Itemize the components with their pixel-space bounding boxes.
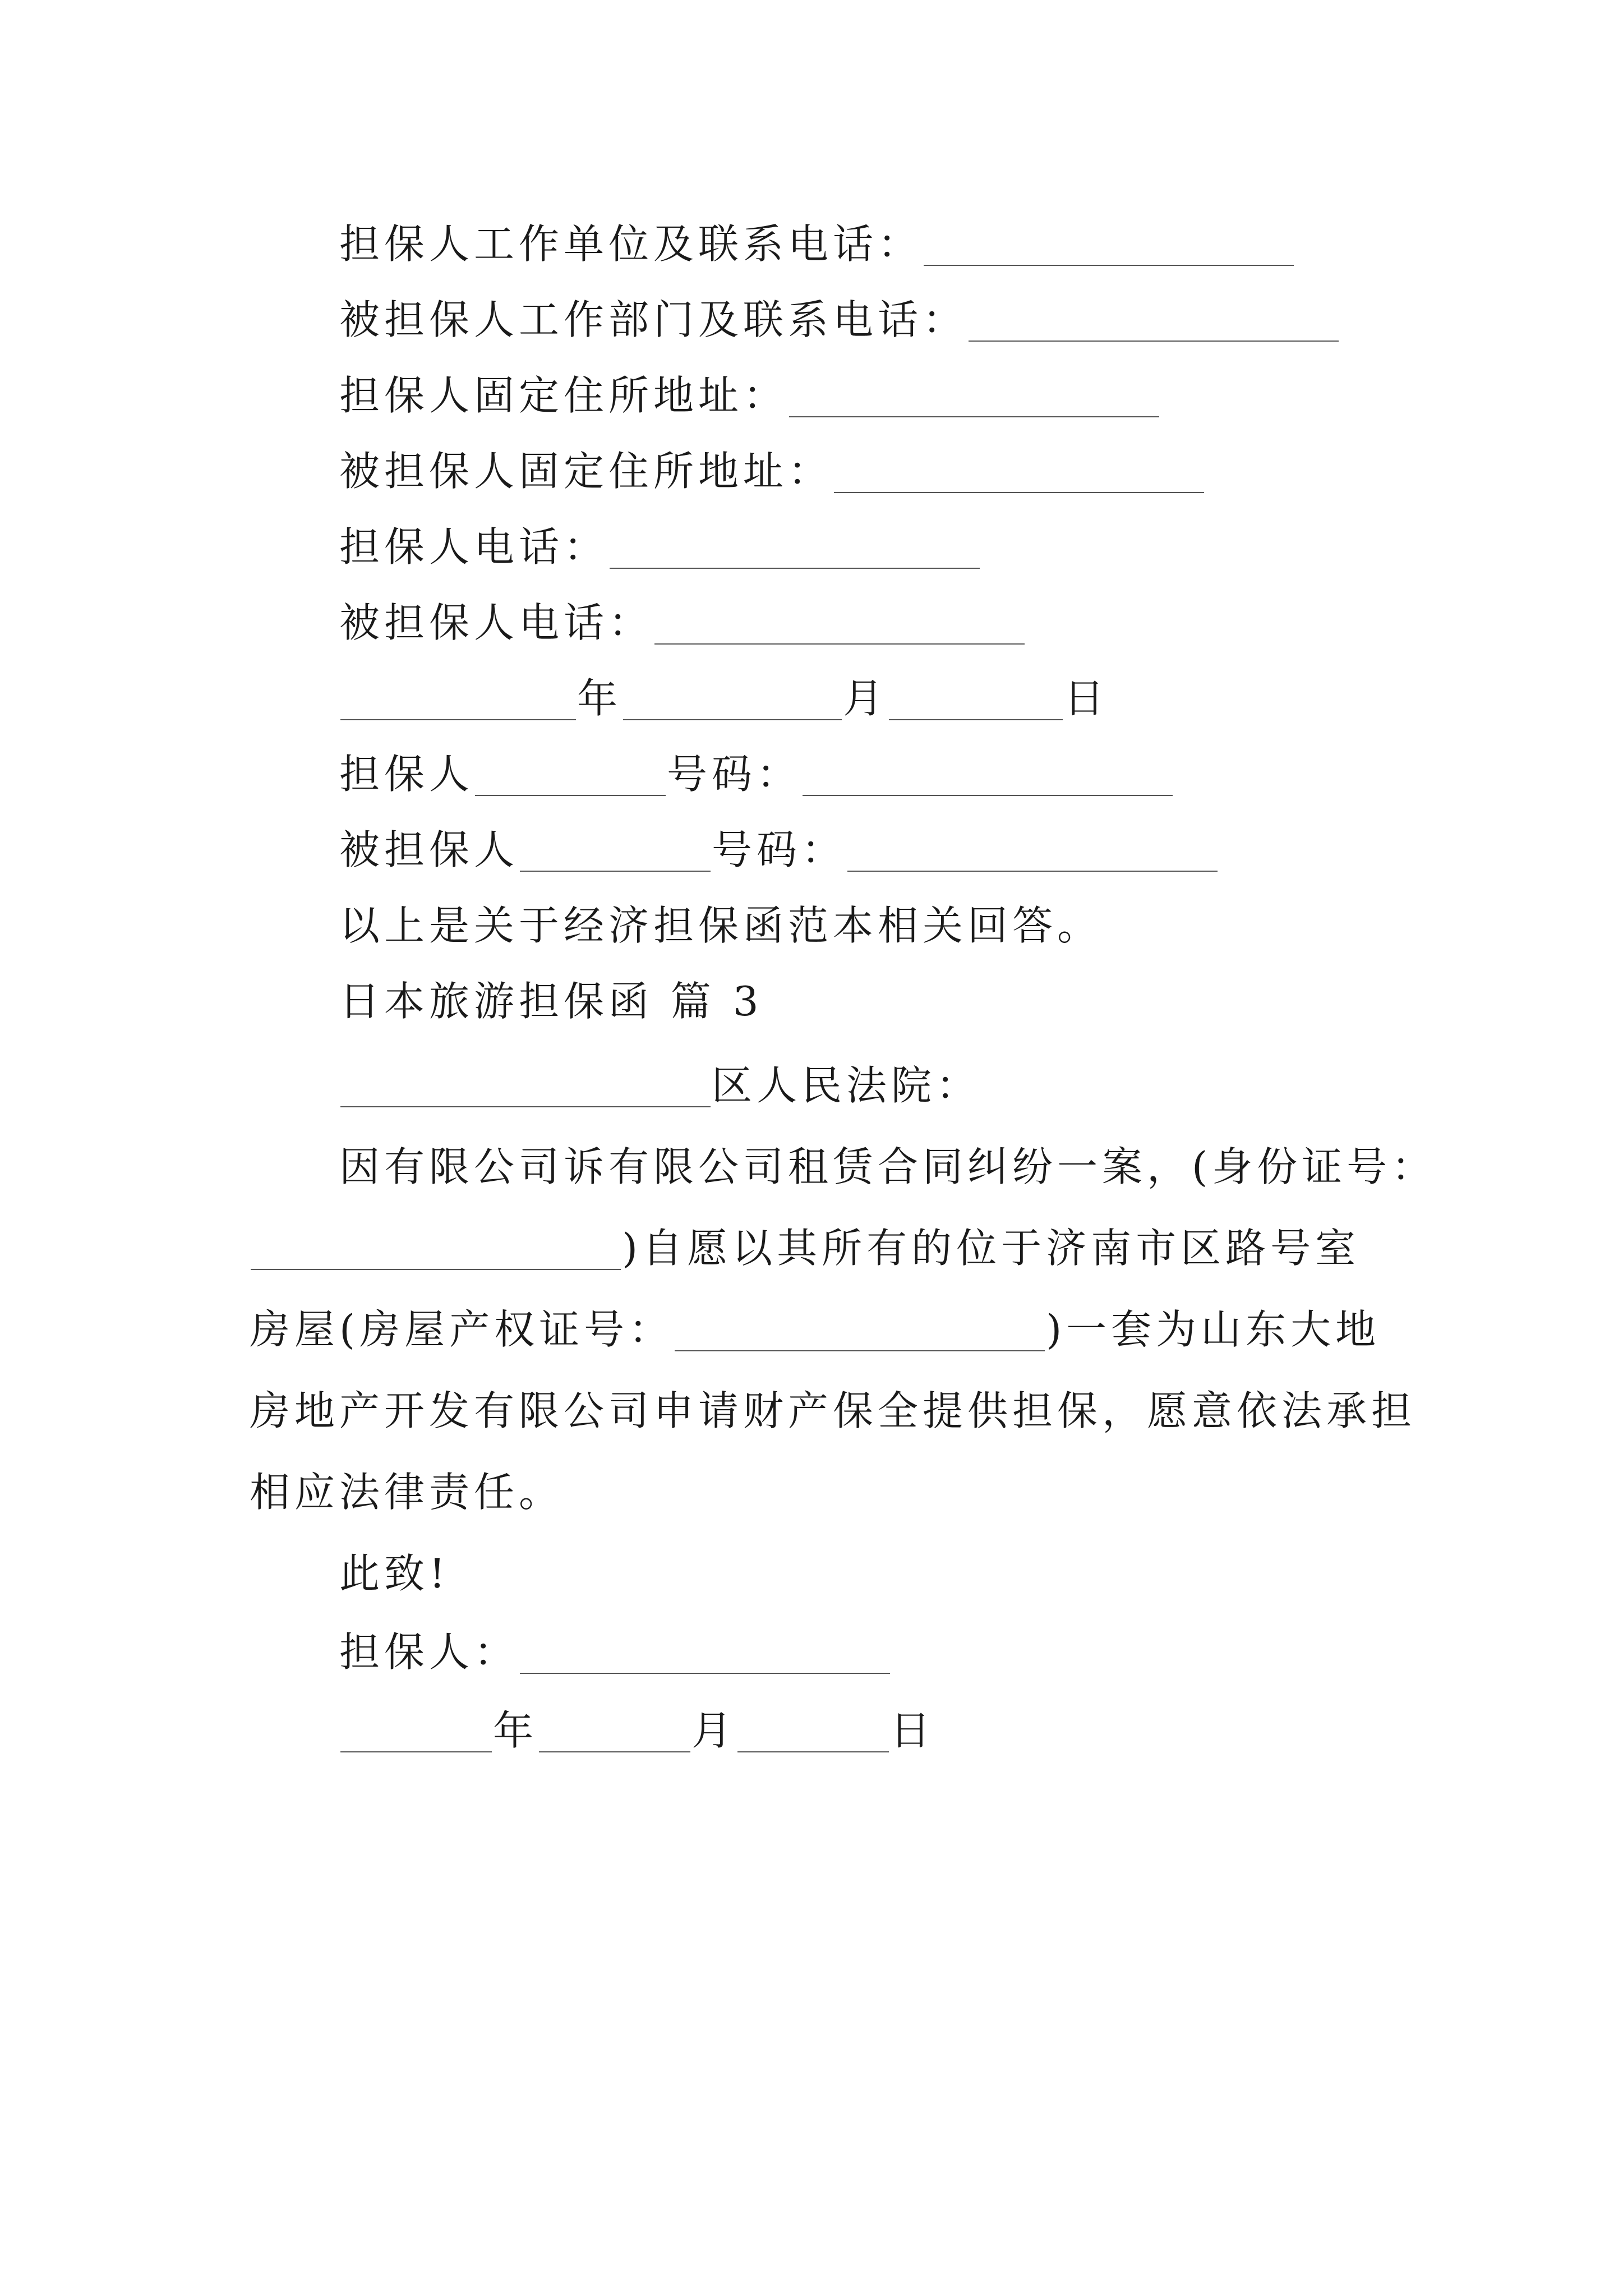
guaranteed-number-label: 号码： — [712, 826, 847, 873]
guaranteed-name-blank[interactable] — [520, 830, 711, 872]
guaranteed-phone-line — [339, 589, 1026, 656]
guaranteed-address-line — [339, 438, 1205, 505]
paragraph-line-3 — [250, 1296, 1380, 1363]
paragraph-text-4: 房地产开发有限公司申请财产保全提供担保，愿意依法承担 — [250, 1387, 1417, 1434]
guaranteed-work-blank[interactable] — [969, 300, 1339, 342]
id-number-blank[interactable] — [251, 1228, 621, 1270]
guarantor-work-blank[interactable] — [924, 224, 1294, 266]
guarantor-phone-line — [339, 513, 981, 581]
date-line-1 — [339, 665, 1109, 732]
summary-line — [339, 892, 1102, 959]
guarantor-number-blank[interactable] — [803, 754, 1173, 796]
month-label: 月 — [843, 675, 888, 722]
guaranteed-number-line — [339, 816, 1219, 884]
paragraph-line-1 — [339, 1133, 1436, 1200]
guarantor-phone-blank[interactable] — [610, 527, 980, 569]
guarantor-address-label: 担保人固定住所地址： — [339, 372, 789, 419]
guaranteed-work-label: 被担保人工作部门及联系电话： — [339, 296, 968, 343]
guaranteed-label: 被担保人 — [339, 826, 519, 873]
guaranteed-work-line — [339, 286, 1340, 353]
property-cert-blank[interactable] — [675, 1310, 1045, 1351]
paragraph-line-4 — [250, 1377, 1416, 1444]
closing-text: 此致! — [339, 1550, 450, 1597]
court-line — [339, 1052, 981, 1119]
day-label-2: 日 — [890, 1707, 935, 1754]
guarantor-label: 担保人 — [339, 751, 474, 798]
paragraph-text-3b: )一套为山东大地 — [1046, 1306, 1381, 1353]
court-suffix: 区人民法院： — [712, 1062, 981, 1109]
year-label: 年 — [577, 675, 623, 722]
paragraph-text-1: 因有限公司诉有限公司租赁合同纠纷一案，(身份证号： — [339, 1143, 1437, 1190]
guaranteed-address-blank[interactable] — [834, 452, 1204, 493]
section-title-text: 日本旅游担保函 篇 3 — [339, 978, 763, 1025]
day-label: 日 — [1064, 675, 1109, 722]
signature-blank[interactable] — [520, 1632, 890, 1674]
paragraph-text-5: 相应法律责任。 — [250, 1469, 564, 1516]
guarantor-phone-label: 担保人电话： — [339, 523, 609, 570]
guarantor-name-blank[interactable] — [475, 754, 666, 796]
year-blank-2[interactable] — [340, 1711, 492, 1752]
paragraph-text-2: )自愿以其所有的位于济南市区路号室 — [622, 1225, 1361, 1272]
guaranteed-phone-label: 被担保人电话： — [339, 599, 654, 646]
month-label-2: 月 — [691, 1707, 737, 1754]
day-blank[interactable] — [889, 679, 1063, 720]
section-title — [339, 968, 763, 1035]
year-blank[interactable] — [340, 679, 576, 720]
guarantor-number-line — [339, 740, 1174, 808]
guarantor-address-line — [339, 362, 1160, 429]
day-blank-2[interactable] — [737, 1711, 889, 1752]
guaranteed-phone-blank[interactable] — [654, 603, 1025, 645]
guarantor-work-label: 担保人工作单位及联系电话： — [339, 220, 923, 268]
paragraph-text-3a: 房屋(房屋产权证号： — [250, 1306, 674, 1353]
year-label-2: 年 — [493, 1707, 538, 1754]
court-district-blank[interactable] — [340, 1066, 711, 1107]
month-blank[interactable] — [623, 679, 842, 720]
guaranteed-number-blank[interactable] — [847, 830, 1218, 872]
guarantor-work-line — [339, 210, 1295, 278]
paragraph-line-2 — [250, 1214, 1360, 1282]
paragraph-line-5 — [250, 1458, 564, 1526]
date-line-2 — [339, 1697, 935, 1764]
signature-label: 担保人： — [339, 1628, 519, 1676]
guaranteed-address-label: 被担保人固定住所地址： — [339, 448, 833, 495]
month-blank-2[interactable] — [539, 1711, 690, 1752]
summary-text: 以上是关于经济担保函范本相关回答。 — [339, 902, 1103, 949]
signature-line — [339, 1618, 891, 1686]
closing-line — [339, 1540, 450, 1607]
guarantor-address-blank[interactable] — [789, 376, 1159, 417]
guarantor-number-label: 号码： — [667, 751, 802, 798]
